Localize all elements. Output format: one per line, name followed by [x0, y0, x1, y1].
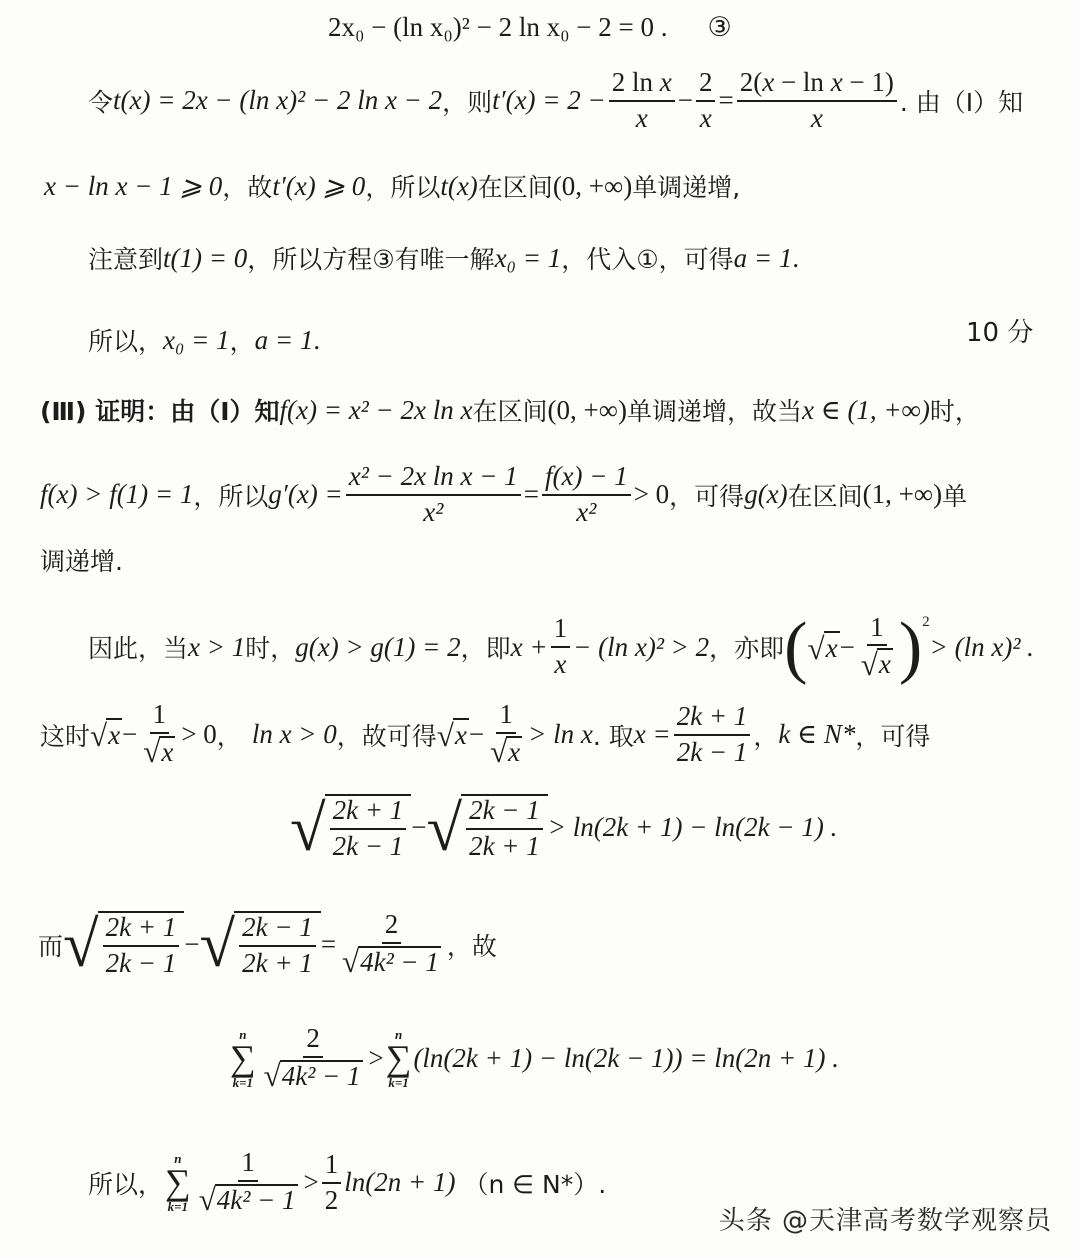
text-zheshi: 这时: [40, 721, 91, 751]
monotone-t-line: [44, 168, 740, 204]
t-of-1: t(1) = 0: [163, 242, 248, 273]
frac-2-over-sqrt-4k2-1: 2 √ 4k² − 1: [263, 1023, 361, 1094]
a-equals-1: a = 1: [254, 324, 314, 355]
lnx-gt-zero: ln x > 0: [251, 719, 337, 749]
ineq-x-lnx: x − ln x − 1 ⩾ 0: [44, 170, 223, 201]
sum-symbol: n ∑ k=1: [230, 1027, 256, 1090]
n-in-n-star: （n ∈ N*）.: [463, 1169, 607, 1199]
frac-2lnx-over-x: $\frac{\text{2 ln x}}{x}$: [609, 68, 675, 133]
text-gu-kede: ，故可得: [336, 721, 437, 751]
text-from-part1: . 由（Ⅰ）知: [899, 87, 1024, 117]
t-prime-nonneg: t′(x) ⩾ 0: [272, 170, 366, 201]
equation-marker-3: ③: [707, 12, 732, 43]
k-in-n-star: k ∈ N*: [778, 719, 856, 749]
final-line: [88, 1148, 606, 1217]
gt-zero: > 0: [633, 479, 670, 510]
interval-0-inf: (0, +∞): [552, 170, 633, 201]
x0-equals-1: x₀ = 1: [163, 324, 230, 355]
text-suoyi: ，所以: [193, 481, 269, 511]
x0-equals-1: x₀ = 1: [494, 242, 562, 273]
frac-1-over-x: $\frac{1}{x}$: [551, 614, 571, 679]
frac-one-half: $\frac{1}{2}$: [322, 1150, 342, 1215]
interval-0-inf: (0, +∞): [547, 394, 627, 425]
sum-display-line: n ∑ k=1 2 √ 4k² − 1 > n ∑ k=1 (ln(2k + 1) − ln(2k − 1)) = ln(2n + 1) .: [230, 1023, 839, 1094]
period: .: [792, 242, 800, 273]
telescoping-sum: (ln(2k + 1) − ln(2k − 1)) = ln(2n + 1) .: [413, 1043, 839, 1073]
part3-intro-line: [40, 392, 980, 428]
t-definition: t(x) = 2x − (ln x)² − 2 ln x − 2: [113, 85, 443, 116]
text-increasing-when: 单调递增，故当: [626, 397, 802, 426]
text-gu: ，故: [222, 173, 273, 202]
identity-line: 而 √ $\frac{2k + 1}{2k - 1}$ − √ $\frac{2k - 1}{2k + 1}$ = 2 √ 4k² − 1 ，故: [38, 909, 497, 982]
part3-heading: (Ⅲ) 证明：由（Ⅰ）知: [40, 397, 280, 426]
text-notice: 注意到: [88, 245, 164, 274]
text-suoyi: 所以，: [88, 327, 164, 356]
equals: =: [320, 929, 337, 959]
x-in-1-inf: x ∈ (1, +∞): [801, 394, 930, 425]
sum-symbol: n ∑ k=1: [385, 1027, 412, 1090]
g-prime-label: g′(x) =: [268, 479, 343, 510]
ln-2n-plus-1: ln(2n + 1): [344, 1167, 456, 1197]
text-shi: 时，: [245, 634, 296, 664]
f-greater-f1: f(x) > f(1) = 1: [40, 479, 194, 510]
text-er: 而: [38, 931, 64, 961]
f-definition: f(x) = x² − 2x ln x: [279, 394, 473, 425]
text-unique-solution: ，所以方程③有唯一解: [247, 245, 495, 274]
comma: ，: [229, 327, 255, 356]
text-interval: 在区间: [472, 397, 548, 426]
text-dan: 单: [942, 481, 968, 511]
period: .: [313, 324, 321, 355]
sqrt-x: √ x: [807, 630, 838, 666]
display-inequality-1: √ $\frac{2k + 1}{2k - 1}$ − √ $\frac{2k - 1}{2k + 1}$ > ln(2k + 1) − ln(2k − 1) .: [290, 792, 838, 865]
t-prime: t′(x) = 2 −: [492, 85, 606, 116]
frac-1-over-sqrtx: 1 √ x: [490, 699, 521, 770]
frac-2-over-x: $\frac{2}{x}$: [696, 68, 716, 133]
text-yiji: ，亦即: [709, 634, 785, 664]
g-gt-g1: g(x) > g(1) = 2: [295, 631, 461, 662]
x-gt-1: x > 1: [188, 631, 246, 662]
frac-1-over-sqrtx: 1 √ x: [143, 699, 174, 770]
sqrt-ratio-2: √ $\frac{2k - 1}{2k + 1}$: [200, 911, 321, 978]
text-then: ，则: [442, 87, 493, 117]
frac-1-over-sqrtx: 1 √ x: [860, 611, 891, 682]
text-suoyi: 所以，: [88, 1169, 164, 1199]
text-substitute: ，代入①，可得: [561, 245, 734, 274]
frac-2-over-sqrt-4k2-1: 2 √ 4k² − 1: [342, 909, 439, 980]
text-kede: ，可得: [855, 721, 931, 751]
positivity-line: 这时 √ x − 1 √ x > 0 ， ln x > 0 ，故可得 √ x − 1 √ x > ln x . 取 x = $\frac{2k + 1}{2k - 1}$ ， k ∈ N* ，可得: [40, 699, 931, 770]
inequality-line: 因此，当 x > 1 时， g(x) > g(1) = 2 ，即 x + $\frac{1}{x}$ − (ln x)² > 2 ，亦即 ( √ x − 1 √ x ) $^2$ > (ln x)² .: [88, 608, 1034, 686]
text-ji: ，即: [460, 634, 511, 664]
define-t-line: 令 t(x) = 2x − (ln x)² − 2 ln x − 2 ，则 t′(x) = 2 − $\frac{\text{2 ln x}}{x}$ − $\frac{2}{x}$ = $\frac{\text{2(x − ln x − 1)}}{x}$ . 由（Ⅰ）知: [88, 67, 1024, 133]
watermark: 头条 @天津高考数学观察员: [718, 1206, 1052, 1236]
sqrt-ratio-2: √ $\frac{2k - 1}{2k + 1}$: [427, 794, 548, 861]
equation-3: [328, 12, 732, 43]
equation-3-expr: 2x₀ − (ln x₀)² − 2 ln x₀ − 2 = 0 .: [328, 12, 668, 42]
a-equals-1: a = 1: [733, 242, 793, 273]
unique-root-line: [88, 240, 799, 276]
comma: ，: [216, 721, 242, 751]
score-label: 10 分: [966, 318, 1034, 348]
text-interval: 在区间: [477, 173, 553, 202]
sum-symbol: n ∑ k=1: [165, 1151, 191, 1214]
gt: >: [303, 1167, 319, 1197]
frac-g-prime-1: $\frac{\text{x² − 2x ln x − 1}}{\text{x²}}$: [346, 462, 521, 527]
text-qu: . 取: [592, 721, 634, 751]
text-interval: 在区间: [787, 481, 863, 511]
interval-1-inf: (1, +∞): [862, 479, 943, 510]
frac-2k-plus-1-over-2k-minus-1: $\frac{2k + 1}{2k - 1}$: [674, 702, 751, 767]
text-therefore-when: 因此，当: [88, 634, 189, 664]
ln-difference: > ln(2k + 1) − ln(2k − 1) .: [547, 812, 838, 843]
g-prime-continuation: 调递增.: [40, 547, 123, 576]
gt-lnx: > ln x: [528, 719, 593, 749]
text-gu: ，故: [446, 931, 497, 961]
text-ling: 令: [88, 87, 114, 117]
minus-lnx-squared: − (ln x)² > 2: [573, 631, 710, 662]
g-prime-line: f(x) > f(1) = 1 ，所以 g′(x) = $\frac{\text{x² − 2x ln x − 1}}{\text{x²}}$ = $\frac{f(x) - 1}{\text{x²}}$ > 0 ，可得 g(x) 在区间 (1, +∞) 单: [40, 461, 968, 527]
comma: ，: [753, 721, 779, 751]
frac-t-prime-simplified: $\frac{\text{2(x − ln x − 1)}}{x}$: [737, 68, 897, 133]
text-kede: ，可得: [669, 481, 745, 511]
x-plus: x +: [510, 631, 548, 662]
conclusion-part2-line: [88, 322, 320, 358]
gt-zero: > 0: [181, 719, 217, 749]
text-increasing: 单调递增,: [632, 173, 741, 202]
text-shi: 时，: [929, 397, 980, 426]
x-equals: x =: [633, 719, 671, 749]
gt-lnx-squared: > (ln x)² .: [929, 631, 1034, 662]
t-of-x: t(x): [440, 170, 478, 201]
frac-1-over-sqrt-4k2-1: 1 √ 4k² − 1: [198, 1147, 296, 1218]
g-of-x: g(x): [744, 479, 788, 510]
text-suoyi: ，所以: [365, 173, 441, 202]
sqrt-ratio-1: √ $\frac{2k + 1}{2k - 1}$: [63, 911, 184, 978]
sqrt-x: √ x: [436, 717, 467, 753]
sqrt-x: √ x: [90, 717, 121, 753]
sqrt-ratio-1: √ $\frac{2k + 1}{2k - 1}$: [290, 794, 411, 861]
frac-g-prime-2: $\frac{f(x) - 1}{\text{x²}}$: [542, 462, 631, 527]
